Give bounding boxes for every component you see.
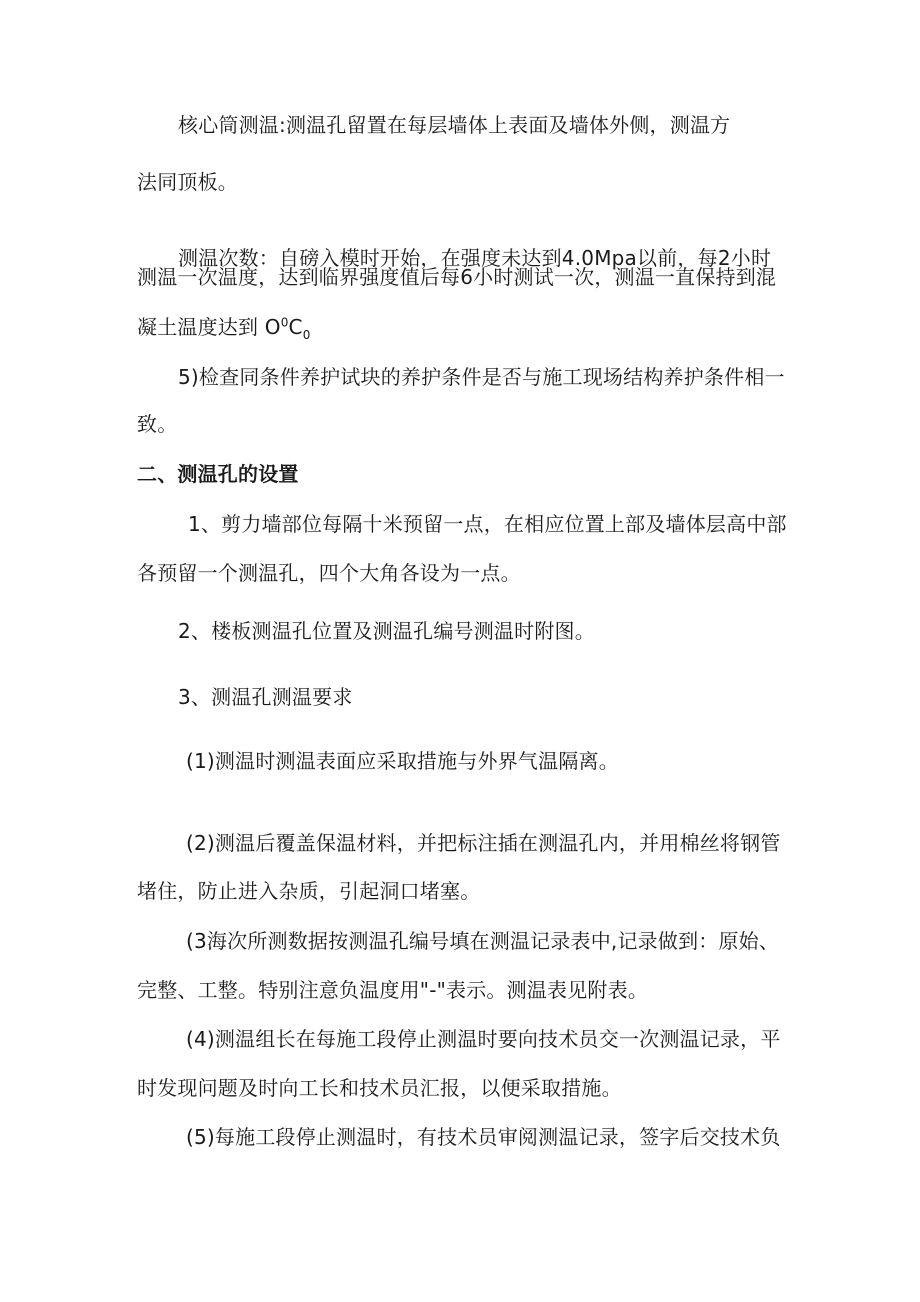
- subscript-zero: 0: [302, 328, 311, 342]
- section-heading: 二、测温孔的设置: [137, 462, 299, 486]
- degree-superscript: 0: [280, 315, 289, 330]
- paragraph-frequency-line3: [137, 313, 311, 341]
- requirement-1: (1)测温时测温表面应采取措施与外界气温隔离。: [186, 749, 619, 773]
- requirement-3-line1: (3海次所测数据按测温孔编号填在测温记录表中,记录做到：原始、: [186, 929, 780, 953]
- paragraph-curing-check-line1: 5)检查同条件养护试块的养护条件是否与施工现场结构养护条件相一: [178, 365, 785, 389]
- paragraph-core-tube-line1: 核心筒测温:测温孔留置在每层墙体上表面及墙体外侧，测温方: [178, 113, 731, 137]
- frequency-line3-text: 凝土温度达到 O: [137, 315, 281, 339]
- item-3: 3、测温孔测温要求: [178, 685, 353, 709]
- item-2: 2、楼板测温孔位置及测温孔编号测温时附图。: [178, 619, 595, 643]
- paragraph-curing-check-line2: 致。: [137, 412, 178, 436]
- requirement-5-line1: (5)每施工段停止测温时，有技术员审阅测温记录，签字后交技术负: [186, 1125, 781, 1149]
- paragraph-frequency-line2: 测温一次温度，达到临界强度值后每6小时测试一次，测温一直保持到混: [137, 265, 777, 289]
- requirement-2-line1: (2)测温后覆盖保温材料，并把标注插在测温孔内，并用棉丝将钢管: [186, 831, 781, 855]
- celsius-letter: C: [288, 315, 303, 339]
- requirement-3-line2: 完整、工整。特别注意负温度用"-"表示。测温表见附表。: [137, 978, 649, 1002]
- item-1-line1: 1、剪力墙部位每隔十米预留一点，在相应位置上部及墙体层高中部: [188, 512, 787, 536]
- item-1-line2: 各预留一个测温孔，四个大角各设为一点。: [137, 561, 521, 585]
- requirement-4-line1: (4)测温组长在每施工段停止测温时要向技术员交一次测温记录，平: [186, 1027, 781, 1051]
- requirement-4-line2: 时发现问题及时向工长和技术员汇报，以便采取措施。: [137, 1076, 622, 1100]
- paragraph-frequency-line1: 测温次数：自磅入模时开始，在强度未达到4.0Mpa以前，每2小时: [178, 246, 772, 270]
- requirement-2-line2: 堵住，防止进入杂质，引起洞口堵塞。: [137, 879, 481, 903]
- paragraph-core-tube-line2: 法同顶板。: [137, 170, 238, 194]
